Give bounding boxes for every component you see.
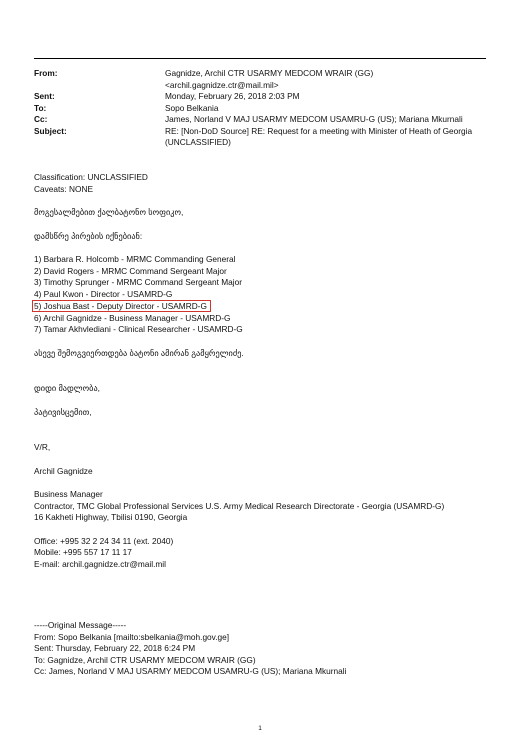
list-item-highlighted [34,300,486,313]
sent-value: Monday, February 26, 2018 2:03 PM [165,91,300,101]
from-label: From: [34,68,58,78]
original-message-divider: -----Original Message----- [34,620,127,630]
page-number: 1 [258,725,262,732]
attendee-list [34,254,486,336]
from-value [165,68,486,91]
subject-line-2: (UNCLASSIFIED) [165,137,231,147]
list-item: 2) David Rogers - MRMC Command Sergeant Major [34,265,227,276]
cc-value: James, Norland V MAJ USARMY MEDCOM USAMRU-G (US); Mariana Mkurnali [165,114,463,124]
subject-row [34,126,486,149]
mobile-phone: Mobile: +995 557 17 11 17 [34,547,132,557]
subject-value [165,126,486,149]
caveats-text: Caveats: NONE [34,183,94,194]
sent-row [34,91,486,103]
classification-text: Classification: UNCLASSIFIED [34,172,148,182]
signature-title: Business Manager [34,489,103,499]
email-header [34,68,486,149]
office-phone: Office: +995 32 2 24 34 11 (ext. 2040) [34,535,174,546]
to-label: To: [34,102,47,113]
list-item: 7) Tamar Akhvlediani - Clinical Researcher - USAMRD-G [34,324,243,334]
signature-org: Contractor, TMC Global Professional Services U.S. Army Medical Research Directorate - Georgia (USAMRD-G) [34,500,445,511]
original-cc: Cc: James, Norland V MAJ USARMY MEDCOM USAMRU-G (US); Mariana Mkurnali [34,666,347,676]
greeting-text: მოგესალმებით ქალბატონო სოფიკო, [34,207,184,217]
list-item: 3) Timothy Sprunger - MRMC Command Sergeant Major [34,277,242,287]
vr-text: V/R, [34,442,51,452]
list-item: 6) Archil Gagnidze - Business Manager - USAMRD-G [34,312,231,323]
thanks-text: დიდი მადლობა, [34,383,100,393]
email-address: E-mail: archil.gagnidze.ctr@mail.mil [34,558,166,569]
email-body [34,172,486,678]
list-item: 1) Barbara R. Holcomb - MRMC Commanding General [34,254,236,264]
from-row [34,68,486,91]
attendees-intro: დამსწრე პირების იქნებიან: [34,230,143,241]
to-value: Sopo Belkania [165,102,219,113]
respect-text: პატივისცემით, [34,406,92,417]
header-rule [34,58,486,59]
subject-line-1: RE: [Non-DoD Source] RE: Request for a meeting with Minister of Heath of Georgia [165,125,473,136]
signature-address: 16 Kakheti Highway, Tbilisi 0190, Georgia [34,512,188,522]
original-from: From: Sopo Belkania [mailto:sbelkania@moh.gov.ge] [34,631,230,642]
from-name: Gagnidze, Archil CTR USARMY MEDCOM WRAIR (GG) [165,68,374,78]
original-to: To: Gagnidze, Archil CTR USARMY MEDCOM WRAIR (GG) [34,654,256,665]
to-row [34,103,486,115]
from-email: <archil.gagnidze.ctr@mail.mil> [165,79,279,90]
signature-name: Archil Gagnidze [34,465,93,476]
highlight-box: 5) Joshua Bast - Deputy Director - USAMRD-G [32,300,211,312]
list-item: 4) Paul Kwon - Director - USAMRD-G [34,288,173,299]
cc-label: Cc: [34,114,48,124]
sent-label: Sent: [34,91,55,101]
subject-label: Subject: [34,125,67,136]
original-sent: Sent: Thursday, February 22, 2018 6:24 PM [34,643,196,653]
cc-row [34,114,486,126]
note-text: ასევე შემოგვიერთდება ბატონი ამირან გამყრელიძე. [34,347,244,358]
